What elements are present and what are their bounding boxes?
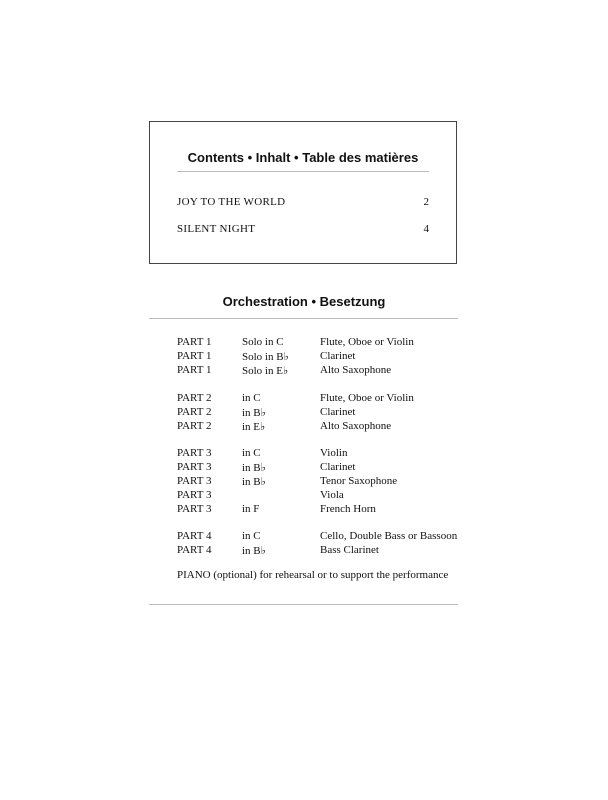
part-key: in B♭ bbox=[242, 545, 266, 557]
toc-entry bbox=[177, 223, 429, 235]
toc-entry-page: 4 bbox=[423, 223, 429, 235]
part-key: in E♭ bbox=[242, 421, 266, 433]
orchestration-bottom-divider bbox=[149, 604, 458, 605]
part-key: Solo in E♭ bbox=[242, 365, 289, 377]
contents-heading: Contents • Inhalt • Table des matières bbox=[187, 150, 419, 165]
toc-entry bbox=[177, 196, 429, 208]
part-instrument: Flute, Oboe or Violin bbox=[320, 392, 414, 404]
part-number: PART 3 bbox=[177, 475, 212, 487]
toc-entry-title: SILENT NIGHT bbox=[177, 223, 256, 235]
part-number: PART 2 bbox=[177, 420, 212, 432]
part-key: in F bbox=[242, 503, 260, 515]
contents-divider bbox=[177, 171, 429, 172]
part-number: PART 3 bbox=[177, 503, 212, 515]
part-key: in C bbox=[242, 530, 261, 542]
part-number: PART 2 bbox=[177, 406, 212, 418]
piano-note: PIANO (optional) for rehearsal or to support the performance bbox=[177, 569, 449, 581]
part-number: PART 1 bbox=[177, 364, 212, 376]
contents-box bbox=[149, 121, 457, 264]
part-instrument: Bass Clarinet bbox=[320, 544, 379, 556]
part-number: PART 1 bbox=[177, 336, 212, 348]
orchestration-top-divider bbox=[149, 318, 458, 319]
part-key: in B♭ bbox=[242, 462, 266, 474]
part-instrument: Alto Saxophone bbox=[320, 420, 392, 432]
part-instrument: Tenor Saxophone bbox=[320, 475, 398, 487]
part-instrument: Cello, Double Bass or Bassoon bbox=[320, 530, 458, 542]
part-instrument: Clarinet bbox=[320, 350, 356, 362]
part-instrument: Flute, Oboe or Violin bbox=[320, 336, 414, 348]
part-key: Solo in C bbox=[242, 336, 284, 348]
part-key: in B♭ bbox=[242, 476, 266, 488]
toc-entry-title: JOY TO THE WORLD bbox=[177, 196, 286, 208]
part-key: in C bbox=[242, 392, 261, 404]
part-instrument: Alto Saxophone bbox=[320, 364, 392, 376]
part-number: PART 3 bbox=[177, 447, 212, 459]
part-key: Solo in B♭ bbox=[242, 351, 289, 363]
part-instrument: Viola bbox=[320, 489, 344, 501]
part-number: PART 4 bbox=[177, 530, 212, 542]
part-number: PART 1 bbox=[177, 350, 212, 362]
part-instrument: Clarinet bbox=[320, 406, 356, 418]
part-instrument: French Horn bbox=[320, 503, 376, 515]
orchestration-heading: Orchestration • Besetzung bbox=[222, 294, 386, 309]
part-number: PART 4 bbox=[177, 544, 212, 556]
part-key: in C bbox=[242, 447, 261, 459]
part-key: in B♭ bbox=[242, 407, 266, 419]
part-instrument: Violin bbox=[320, 447, 348, 459]
part-number: PART 3 bbox=[177, 489, 212, 501]
part-number: PART 2 bbox=[177, 392, 212, 404]
part-number: PART 3 bbox=[177, 461, 212, 473]
toc-entry-page: 2 bbox=[423, 196, 429, 208]
part-instrument: Clarinet bbox=[320, 461, 356, 473]
